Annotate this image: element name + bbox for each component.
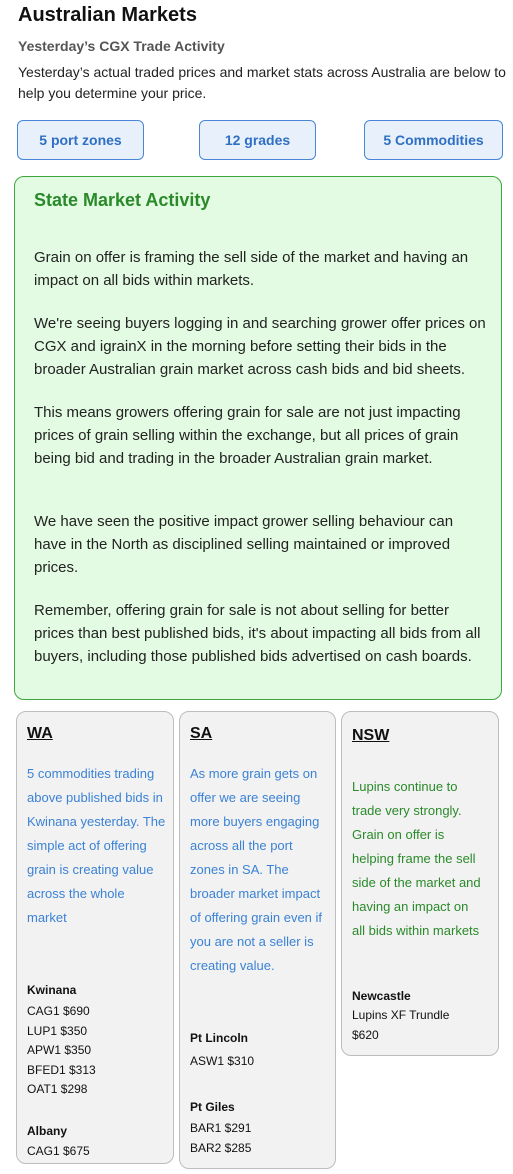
- price-item: CAG1 $675: [27, 1144, 90, 1158]
- activity-paragraph: Grain on offer is framing the sell side of the market and having an impact on all bids within markets.: [34, 249, 469, 289]
- commodities-label: 5 Commodities: [383, 132, 484, 148]
- page-subtitle: Yesterday’s CGX Trade Activity: [18, 38, 225, 54]
- price-item: OAT1 $298: [27, 1082, 88, 1096]
- page-title: Australian Markets: [18, 4, 197, 26]
- price-list: [352, 1006, 449, 1045]
- price-list: [190, 1119, 251, 1158]
- port-name: Pt Giles: [190, 1100, 235, 1114]
- activity-paragraph: Remember, offering grain for sale is not about selling for better prices than best published bids, it's about impacting all bids from all buyers, including those published bids advertised on cash boards.: [34, 602, 481, 665]
- state-card-sa: [179, 711, 336, 1169]
- price-item: Lupins XF Trundle: [352, 1008, 450, 1022]
- activity-paragraph: We're seeing buyers logging in and searching grower offer prices on CGX and igrainX in the morning before setting their bids in the broader Australian grain market across cash bids and bid sheets.: [34, 315, 486, 378]
- price-list: [27, 1002, 96, 1100]
- price-item: $620: [352, 1027, 379, 1042]
- commodities-button[interactable]: [364, 120, 503, 160]
- price-item: ASW1 $310: [190, 1054, 255, 1068]
- state-market-activity-panel: [14, 176, 502, 700]
- state-heading-nsw: NSW: [352, 727, 390, 744]
- port-name: Newcastle: [352, 989, 411, 1003]
- price-item: LUP1 $350: [27, 1023, 88, 1038]
- state-heading-wa: WA: [27, 725, 53, 742]
- intro-text: Yesterday’s actual traded prices and market stats across Australia are below to help you determine your price.: [18, 64, 506, 101]
- price-item: CAG1 $690: [27, 1004, 90, 1018]
- activity-paragraph: This means growers offering grain for sale are not just impacting prices of grain selling within the exchange, but all prices of grain being bid and trading in the broader Australian grain market.: [34, 404, 461, 467]
- grades-button[interactable]: [199, 120, 316, 160]
- port-name: Albany: [27, 1124, 68, 1138]
- port-name: Pt Lincoln: [190, 1031, 248, 1045]
- grades-label: 12 grades: [224, 132, 291, 148]
- port-zones-label: 5 port zones: [39, 132, 122, 148]
- price-item: BAR1 $291: [190, 1121, 252, 1135]
- price-item: BAR2 $285: [190, 1140, 252, 1155]
- state-heading-sa: SA: [190, 725, 213, 742]
- activity-paragraph: We have seen the positive impact grower selling behaviour can have in the North as disciplined selling maintained or improved prices.: [34, 513, 454, 576]
- price-item: APW1 $350: [27, 1043, 92, 1057]
- state-market-activity-title: State Market Activity: [34, 190, 211, 210]
- price-list: [190, 1052, 254, 1072]
- state-note-sa: As more grain gets on offer we are seeing more buyers engaging across all the port zones in SA. The broader market impact of offering grain even if you are not a seller is creating value.: [190, 766, 323, 973]
- port-zones-button[interactable]: [17, 120, 144, 160]
- state-card-nsw: [341, 711, 499, 1056]
- state-note-wa: 5 commodities trading above published bids in Kwinana yesterday. The simple act of offering grain is creating value across the whole market: [27, 766, 166, 925]
- price-list: [27, 1142, 90, 1162]
- port-name: Kwinana: [27, 983, 77, 997]
- price-item: BFED1 $313: [27, 1062, 96, 1077]
- state-card-wa: [16, 711, 174, 1164]
- state-note-nsw: Lupins continue to trade very strongly. Grain on offer is helping frame the sell side of the market and having an impact on all bids within markets: [352, 779, 481, 938]
